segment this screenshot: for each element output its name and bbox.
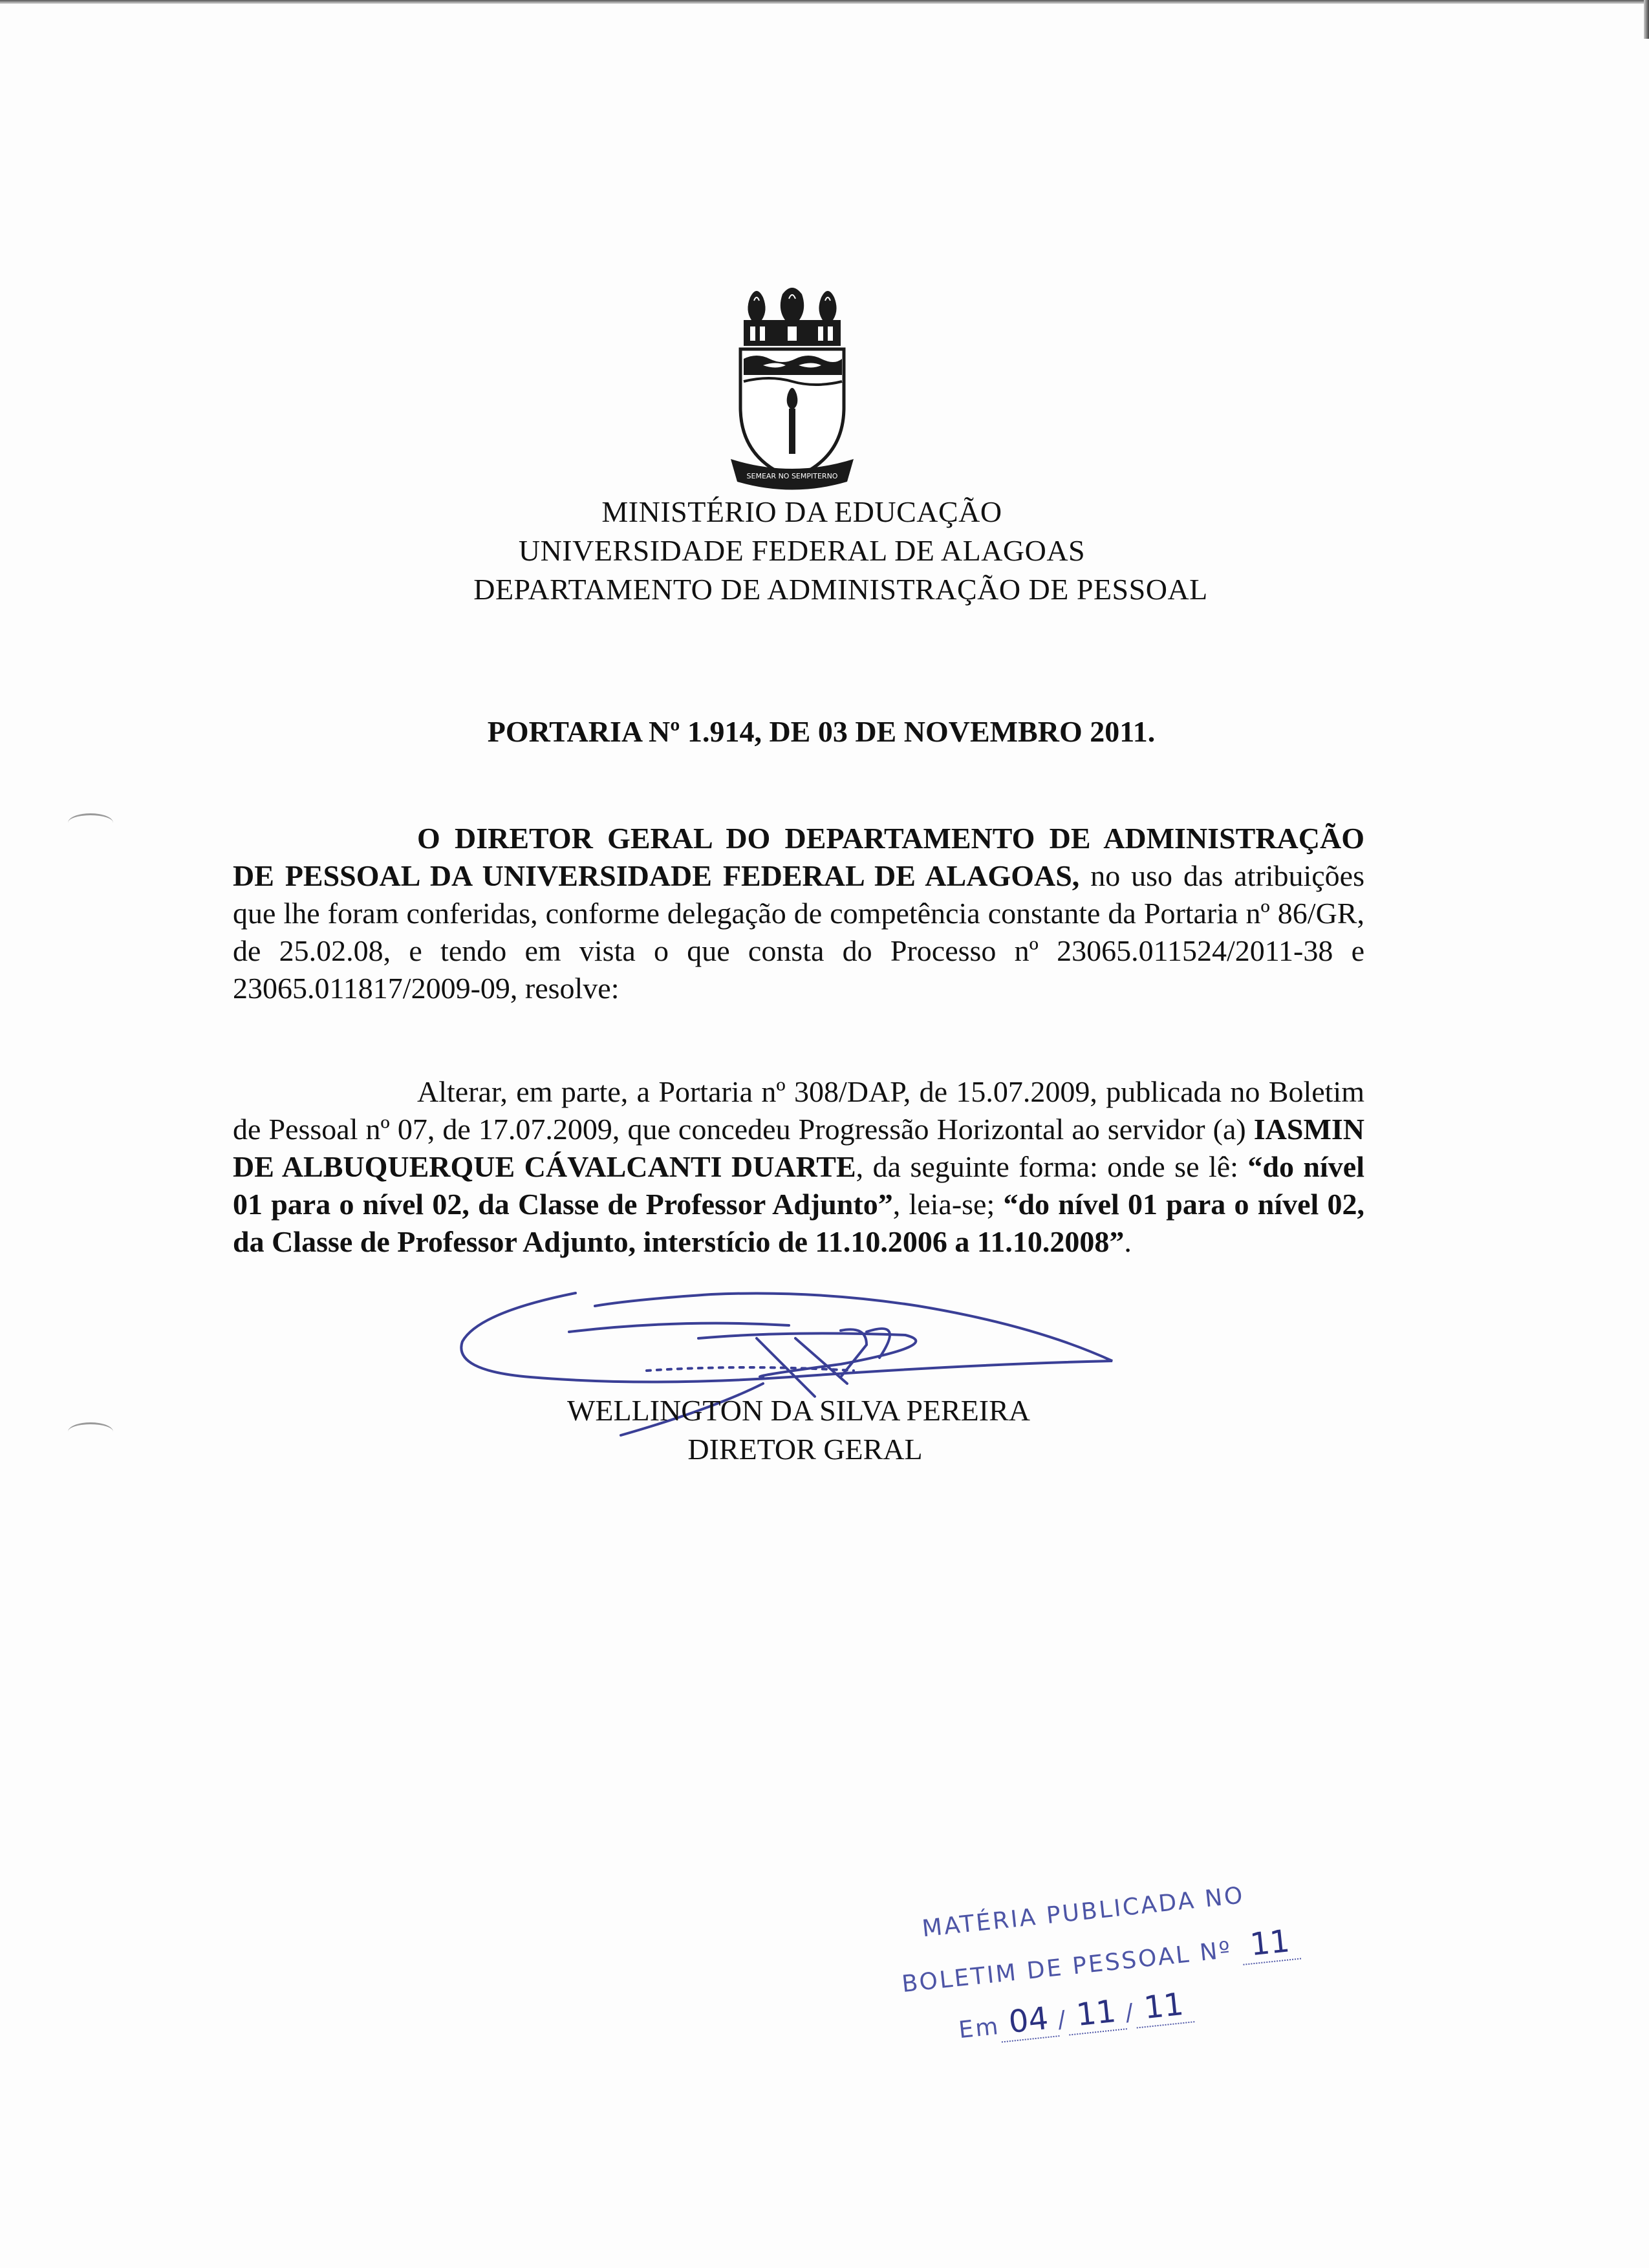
preamble-bold-lead: O DIRETOR GERAL DO DEPARTAMENTO DE ADMINISTRAÇÃO DE PESSOAL DA UNIVERSIDADE FEDERAL DE ALAGOAS, xyxy=(233,822,1364,892)
resolution-text-1: Alterar, em parte, a Portaria nº 308/DAP, de 15.07.2009, publicada no Boletim de Pessoal nº 07, de 17.07.2009, que concedeu Progressão Horizontal ao servidor (a) xyxy=(233,1075,1364,1146)
preamble-text: no uso das atribuições que lhe foram conferidas, conforme delegação de competência constante da Portaria nº 86/GR, de 25.02.08, e tendo em vista o que consta do Processo nº 23065.011524/2011-38 e 23065.011817/2009-09, resolve: xyxy=(233,859,1364,1005)
paragraph-preamble xyxy=(233,820,1364,1007)
stamp-day: 04 xyxy=(998,1999,1060,2042)
stamp-boletim-number: 11 xyxy=(1239,1922,1301,1965)
servant-name: IASMIN DE ALBUQUERQUE CÁVALCANTI DUARTE xyxy=(233,1113,1364,1183)
scan-top-edge xyxy=(0,0,1649,4)
stamp-line-published: MATÉRIA PUBLICADA NO xyxy=(920,1882,1246,1943)
document-title: PORTARIA Nº 1.914, DE 03 DE NOVEMBRO 2011. xyxy=(487,715,1156,748)
stamp-line-date: Em 04 / 11 / 11 xyxy=(956,1985,1194,2047)
publication-stamp xyxy=(879,1850,1327,2113)
stamp-year: 11 xyxy=(1133,1985,1195,2028)
header-university: UNIVERSIDADE FEDERAL DE ALAGOAS xyxy=(518,534,1086,567)
quote-original: “do nível 01 para o nível 02, da Classe de Professor Adjunto” xyxy=(233,1150,1364,1221)
signer-role: DIRETOR GERAL xyxy=(687,1433,923,1466)
stamp-month: 11 xyxy=(1065,1992,1127,2035)
punch-hole-mark xyxy=(68,813,113,832)
resolution-text-3: , leia-se; xyxy=(892,1188,1004,1221)
university-emblem xyxy=(731,284,854,491)
resolution-text-2: , da seguinte forma: onde se lê: xyxy=(856,1150,1248,1183)
signer-name: WELLINGTON DA SILVA PEREIRA xyxy=(566,1394,1030,1427)
emblem-motto: SEMEAR NO SEMPITERNO xyxy=(746,472,838,480)
stamp-date-label: Em xyxy=(957,2013,1002,2044)
scan-right-edge xyxy=(1644,0,1649,39)
paragraph-resolution xyxy=(233,1073,1364,1261)
header-ministry: MINISTÉRIO DA EDUCAÇÃO xyxy=(601,495,1002,528)
resolution-text-4: . xyxy=(1124,1225,1132,1258)
stamp-boletim-label: BOLETIM DE PESSOAL Nº xyxy=(900,1936,1234,1998)
quote-corrected: “do nível 01 para o nível 02, da Classe de Professor Adjunto, interstício de 11.10.2006 a 11.10.2008” xyxy=(233,1188,1364,1258)
header-department: DEPARTAMENTO DE ADMINISTRAÇÃO DE PESSOAL xyxy=(473,573,1208,606)
